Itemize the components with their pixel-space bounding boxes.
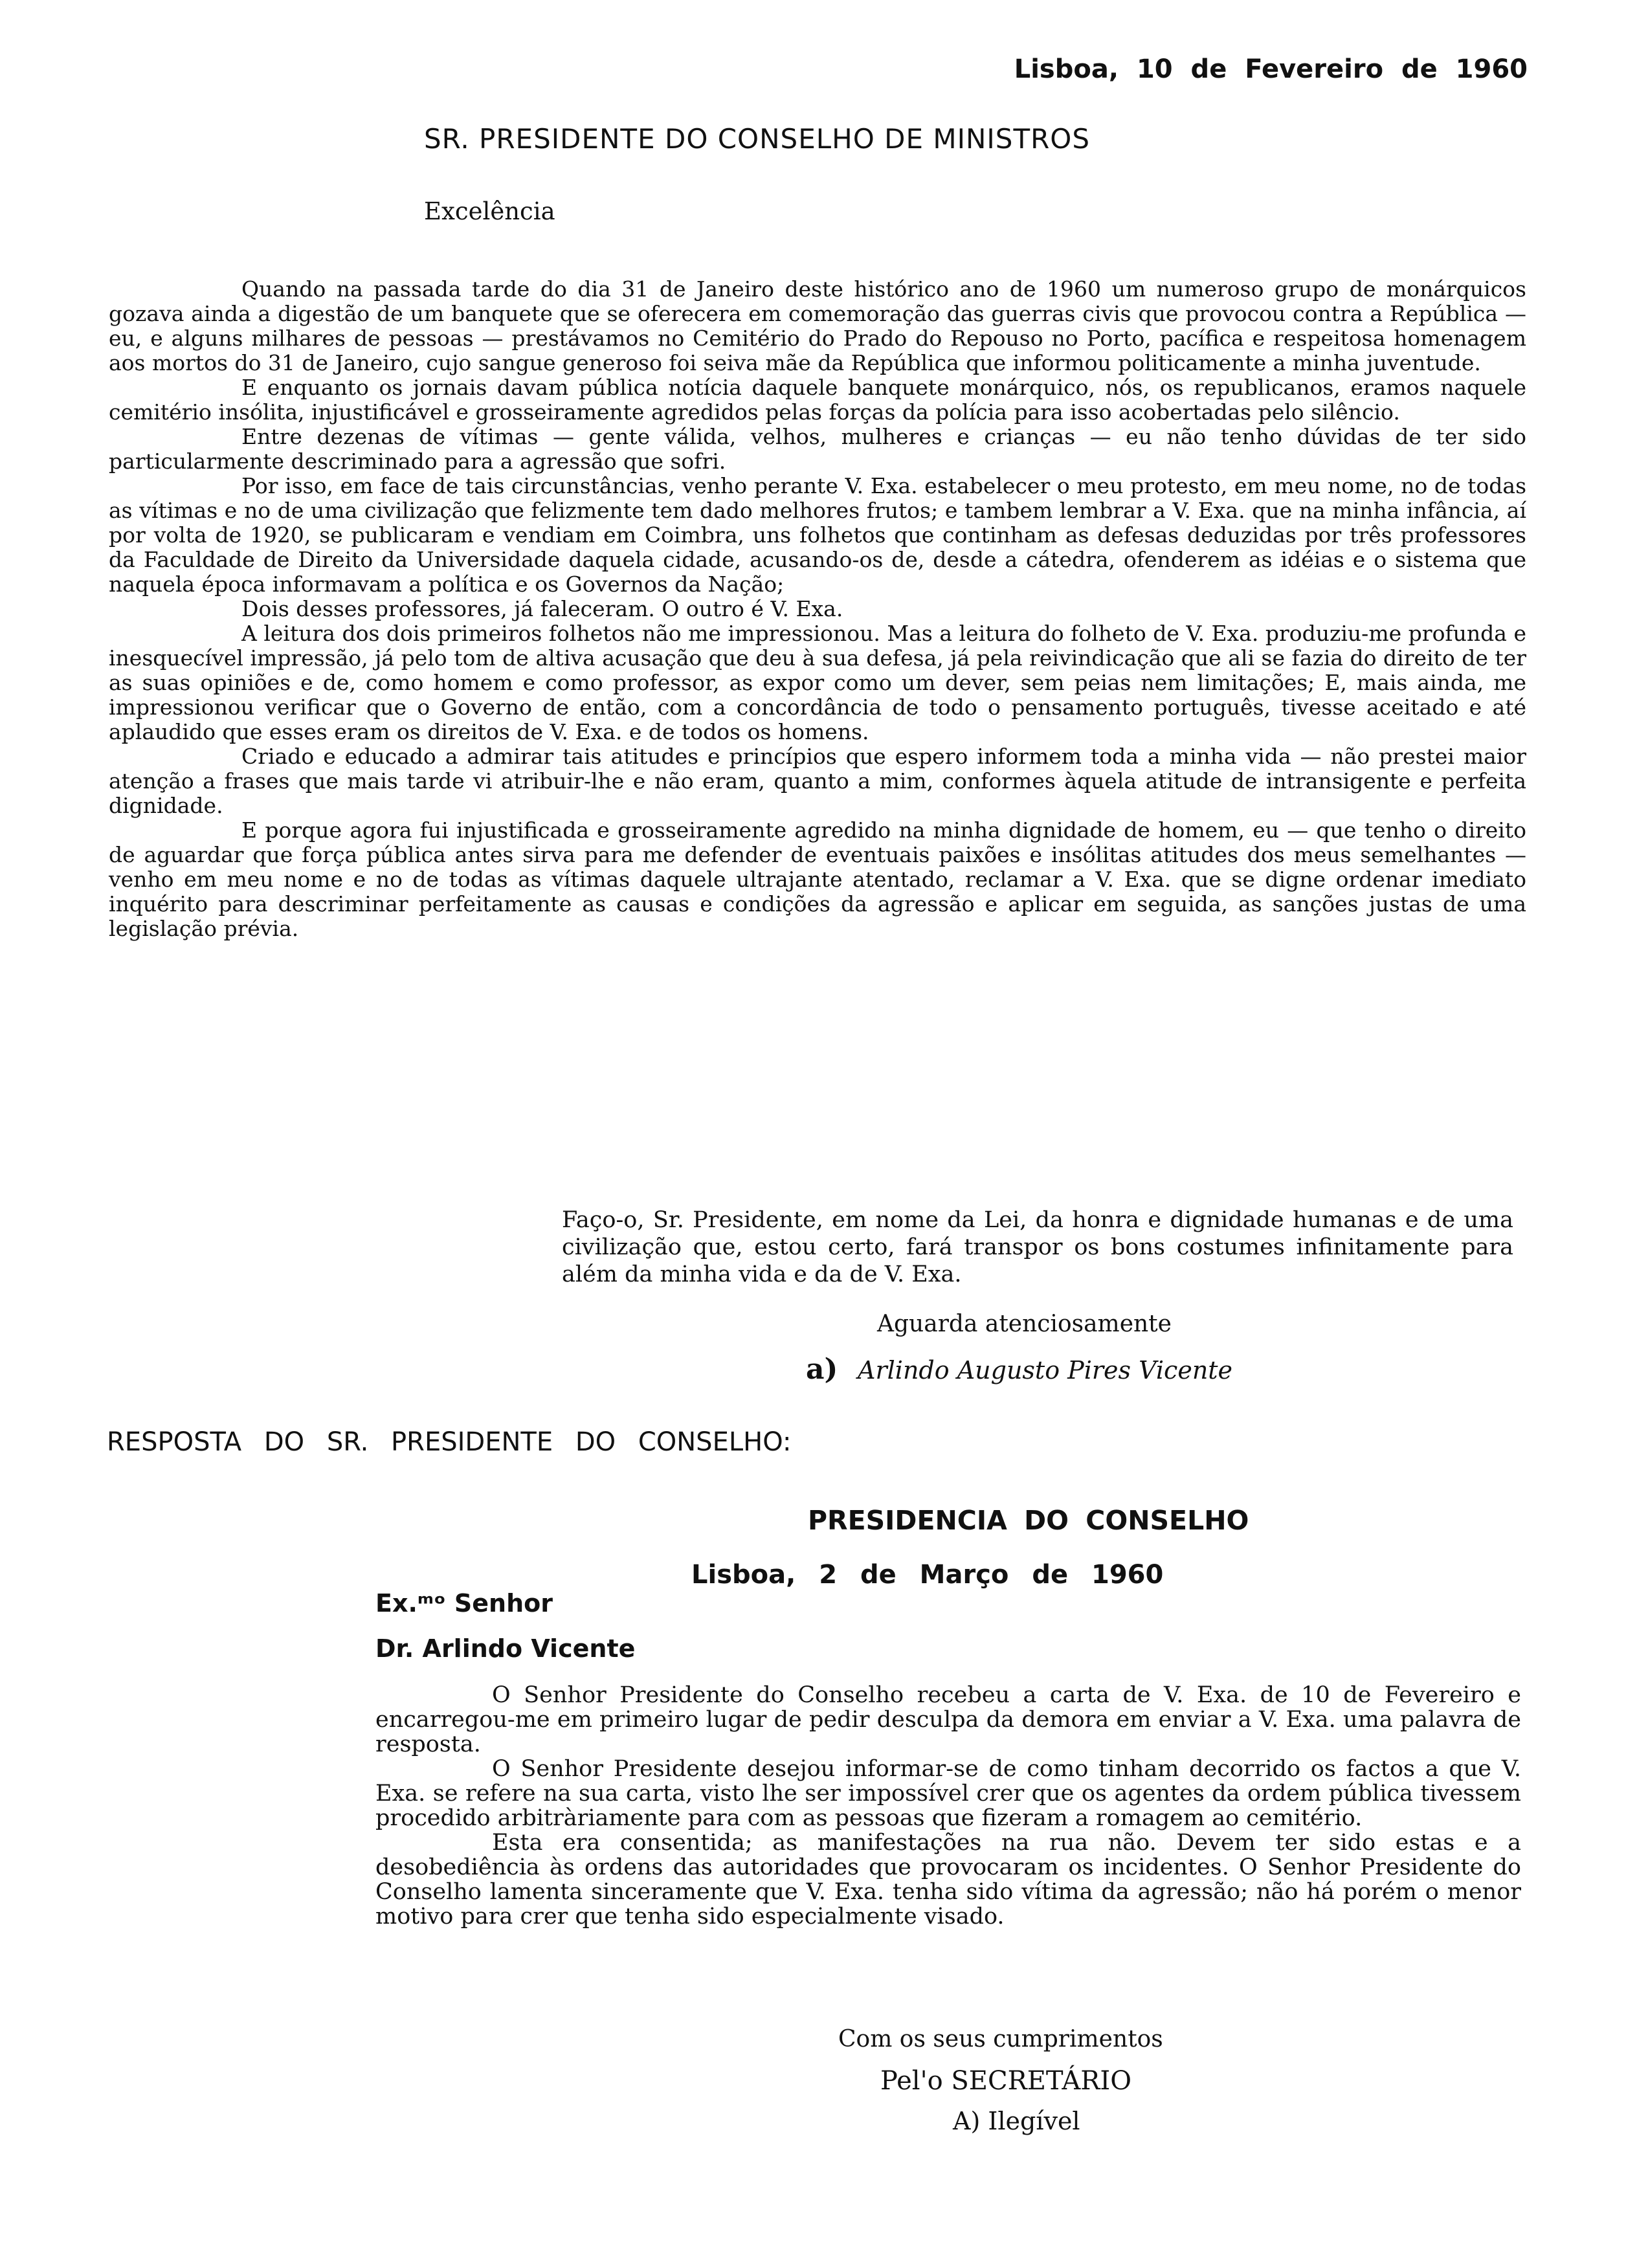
letter-paragraph: E porque agora fui injustificada e grosseiramente agredido na minha dignidade de homem, eu — que tenho o direito de aguardar que força pública antes sirva para me defender de eventuais paixões e insólitas atitudes dos meus semelhantes — venho em meu nome e no de todas as vítimas daquele ultrajante atentado, reclamar a V. Exa. que se digne ordenar imediato inquérito para descriminar perfeitamente as causas e condições da agressão e aplicar em seguida, as sanções justas de uma legislação prévia. [109, 817, 1526, 941]
reply-recipient-title: Ex.ᵐᵒ Senhor [375, 1589, 553, 1618]
reply-paragraph: Esta era consentida; as manifestações na rua não. Devem ter sido estas e a desobediência às ordens das autoridades que provocaram os incidentes. O Senhor Presidente do Conselho lamenta sinceramente que V. Exa. tenha sido vítima da agressão; não há porém o menor motivo para crer que tenha sido especialmente visado. [375, 1830, 1521, 1929]
letter-addressee: SR. PRESIDENTE DO CONSELHO DE MINISTROS [424, 123, 1090, 155]
letter-paragraph: Quando na passada tarde do dia 31 de Janeiro deste histórico ano de 1960 um numeroso grupo de monárquicos gozava ainda a digestão de um banquete que se oferecera em comemoração das guerras civis que provocou contra a República — eu, e alguns milhares de pessoas — prestávamos no Cemitério do Prado do Repouso no Porto, pacífica e respeitosa homenagem aos mortos do 31 de Janeiro, cujo sangue generoso foi seiva mãe da República que informou politicamente a minha juventude. [109, 276, 1526, 375]
letter-date: Lisboa, 10 de Fevereiro de 1960 [1014, 54, 1528, 84]
letter-paragraph: Entre dezenas de vítimas — gente válida, velhos, mulheres e crianças — eu não tenho dúvidas de ter sido particularmente descriminado para a agressão que sofri. [109, 424, 1526, 474]
reply-body [375, 1683, 1521, 1929]
letter-paragraph: E enquanto os jornais davam pública notícia daquele banquete monárquico, nós, os republicanos, eramos naquele cemitério insólita, injustificável e grosseiramente agredidos pelas forças da polícia para isso acobertadas pelo silêncio. [109, 375, 1526, 425]
handwritten-signature: Arlindo Augusto Pires Vicente [858, 1356, 1233, 1384]
letter-signature-block [806, 1353, 1232, 1386]
closing-paragraph-text: Faço-o, Sr. Presidente, em nome da Lei, da honra e dignidade humanas e de uma civilização que, estou certo, fará transpor os bons costumes infinitamente para além da minha vida e da de V. Exa. [562, 1207, 1513, 1287]
reply-paragraph: O Senhor Presidente do Conselho recebeu a carta de V. Exa. de 10 de Fevereiro e encarregou-me em primeiro lugar de pedir desculpa da demora em enviar a V. Exa. uma palavra de resposta. [375, 1682, 1521, 1757]
reply-recipient-name: Dr. Arlindo Vicente [375, 1634, 636, 1663]
reply-signatory-title: Pel'o SECRETÁRIO [880, 2066, 1131, 2096]
letter-paragraph: Criado e educado a admirar tais atitudes e princípios que espero informem toda a minha vida — não prestei maior atenção a frases que mais tarde vi atribuir-lhe e não eram, quanto a mim, conformes àquela atitude de intransigente e perfeita dignidade. [109, 744, 1526, 818]
letter-closing-paragraph [562, 1206, 1513, 1288]
letter-paragraph: Dois desses professores, já faleceram. O outro é V. Exa. [241, 596, 843, 621]
letter-salutation: Excelência [424, 197, 555, 225]
letter-paragraph: Por isso, em face de tais circunstâncias, venho perante V. Exa. estabelecer o meu protesto, em meu nome, no de todas as vítimas e no de uma civilização que felizmente tem dado melhores frutos; e tambem lembrar a V. Exa. que na minha infância, aí por volta de 1920, se publicaram e vendiam em Coimbra, uns folhetos que continham as defesas deduzidas por três professores da Faculdade de Direito da Universidade daquela cidade, acusando-os de, desde a cátedra, ofenderem as idéias e o sistema que naquela época informavam a política e os Governos da Nação; [109, 473, 1526, 597]
signature-prefix: a) [806, 1353, 838, 1386]
reply-paragraph: O Senhor Presidente desejou informar-se de como tinham decorrido os factos a que V. Exa. se refere na sua carta, visto lhe ser impossível crer que os agentes da ordem pública tivessem procedido arbitràriamente para com as pessoas que fizeram a romagem ao cemitério. [375, 1756, 1521, 1831]
reply-signature: A) Ilegível [953, 2107, 1080, 2135]
reply-closing: Com os seus cumprimentos [838, 2026, 1163, 2052]
letter-paragraph: A leitura dos dois primeiros folhetos não me impressionou. Mas a leitura do folheto de V. Exa. produziu-me profunda e inesquecível impressão, já pelo tom de altiva acusação que deu à sua defesa, já pela reivindicação que ali se fazia do direito de ter as suas opiniões e de, como homem e como professor, as expor como um dever, sem peias nem limitações; E, mais ainda, me impressionou verificar que o Governo de então, com a concordância de todo o pensamento português, tivesse aceitado e até aplaudido que esses eram os direitos de V. Exa. e de todos os homens. [109, 621, 1526, 744]
letter-body [109, 277, 1526, 941]
reply-heading: RESPOSTA DO SR. PRESIDENTE DO CONSELHO: [107, 1427, 792, 1457]
reply-office: PRESIDENCIA DO CONSELHO [808, 1505, 1249, 1536]
reply-date: Lisboa, 2 de Março de 1960 [691, 1560, 1164, 1590]
letter-closing: Aguarda atenciosamente [877, 1311, 1172, 1337]
